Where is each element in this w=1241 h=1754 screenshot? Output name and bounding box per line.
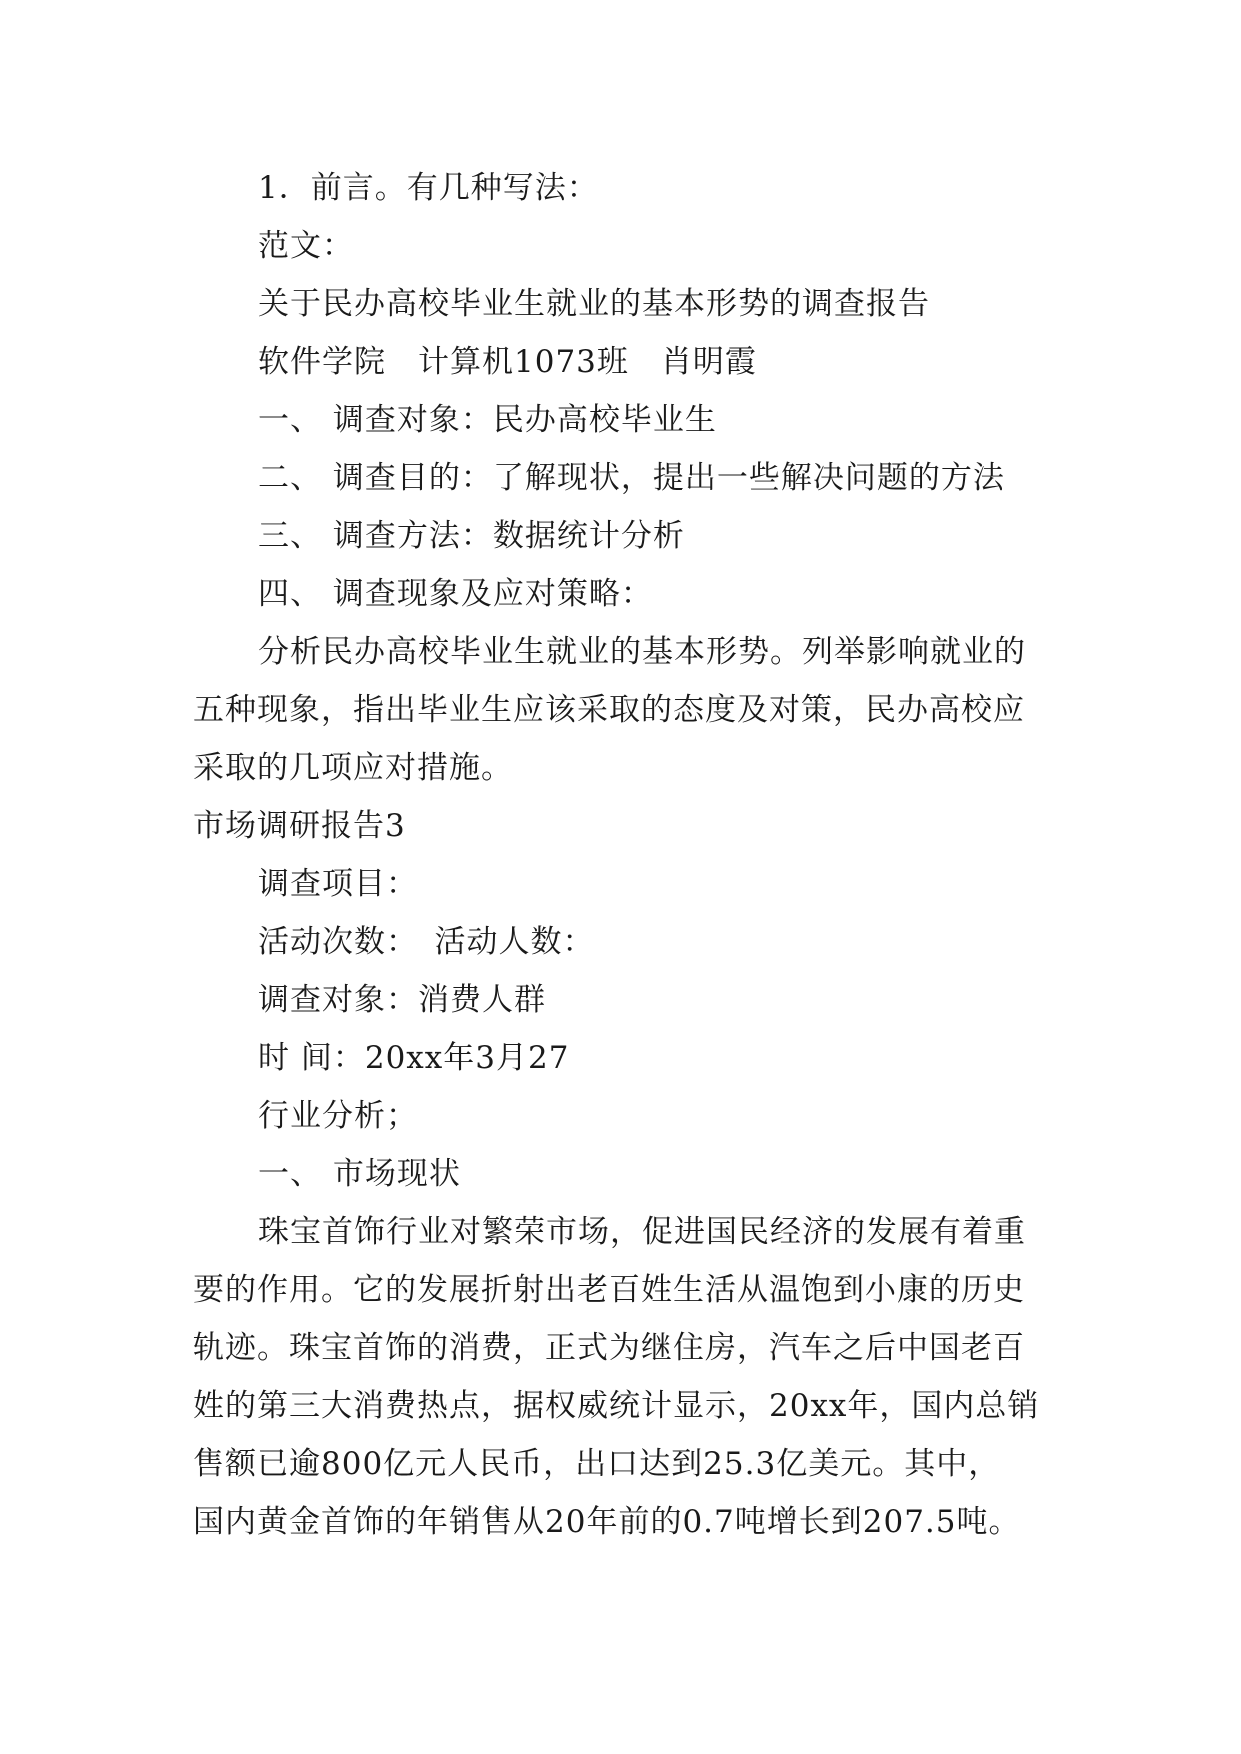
survey-time: 时 间：20xx年3月27 bbox=[258, 1040, 570, 1076]
paragraph-line: 轨迹。珠宝首饰的消费，正式为继住房，汽车之后中国老百 bbox=[193, 1330, 1025, 1366]
paragraph-line: 要的作用。它的发展折射出老百姓生活从温饱到小康的历史 bbox=[193, 1272, 1025, 1308]
activity-counts: 活动次数： 活动人数： bbox=[258, 924, 595, 960]
paragraph-line: 售额已逾800亿元人民币，出口达到25.3亿美元。其中， bbox=[193, 1446, 1001, 1482]
survey-method: 三、 调查方法：数据统计分析 bbox=[258, 518, 685, 554]
industry-analysis: 行业分析； bbox=[258, 1098, 418, 1134]
survey-subject: 一、 调查对象：民办高校毕业生 bbox=[258, 402, 717, 438]
paragraph-line: 分析民办高校毕业生就业的基本形势。列举影响就业的 bbox=[258, 634, 1026, 670]
sample-label: 范文： bbox=[258, 228, 354, 264]
report-title: 关于民办高校毕业生就业的基本形势的调查报告 bbox=[258, 286, 930, 322]
paragraph-line: 五种现象，指出毕业生应该采取的态度及对策，民办高校应 bbox=[193, 692, 1025, 728]
paragraph-line: 采取的几项应对措施。 bbox=[193, 750, 513, 786]
paragraph-line: 珠宝首饰行业对繁荣市场，促进国民经济的发展有着重 bbox=[258, 1214, 1026, 1250]
survey-purpose: 二、 调查目的：了解现状，提出一些解决问题的方法 bbox=[258, 460, 1005, 496]
market-status-heading: 一、 市场现状 bbox=[258, 1156, 461, 1192]
survey-phenomena: 四、 调查现象及应对策略： bbox=[258, 576, 653, 612]
preface-heading: 1．前言。有几种写法： bbox=[258, 170, 599, 206]
paragraph-line: 国内黄金首饰的年销售从20年前的0.7吨增长到207.5吨。 bbox=[193, 1504, 1021, 1540]
survey-target: 调查对象：消费人群 bbox=[258, 982, 546, 1018]
paragraph-line: 姓的第三大消费热点，据权威统计显示，20xx年，国内总销 bbox=[193, 1388, 1040, 1424]
author-line: 软件学院 计算机1073班 肖明霞 bbox=[258, 344, 757, 380]
survey-project: 调查项目： bbox=[258, 866, 418, 902]
section-title: 市场调研报告3 bbox=[193, 808, 406, 844]
